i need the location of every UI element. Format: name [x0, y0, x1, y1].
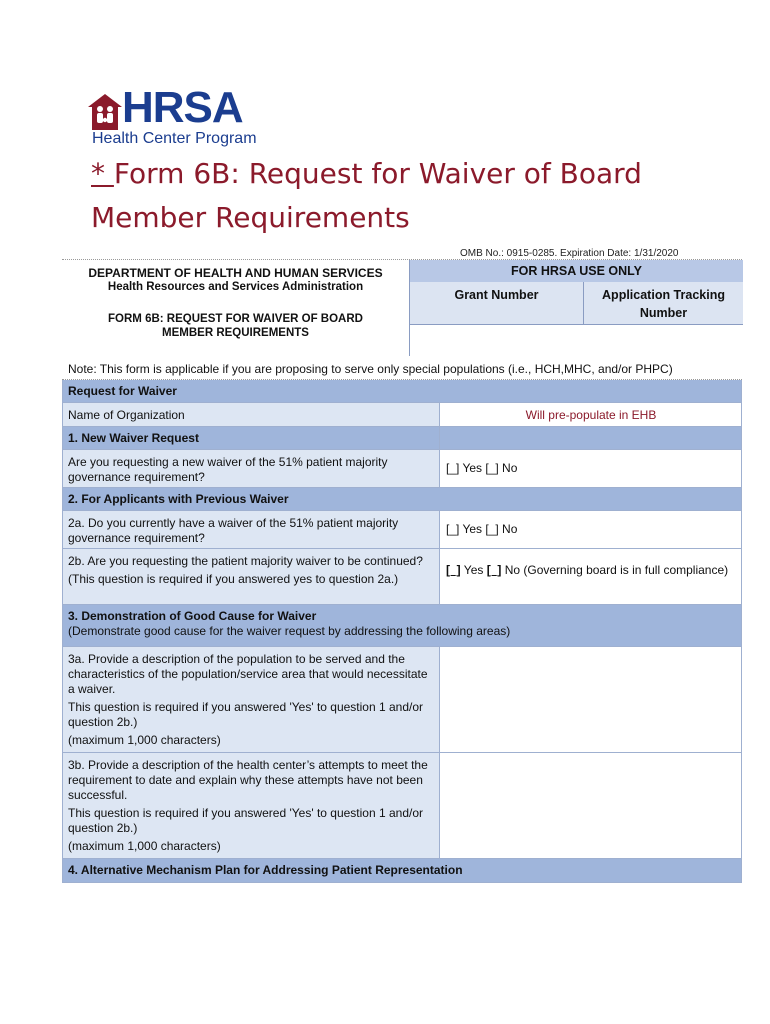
department-name: DEPARTMENT OF HEALTH AND HUMAN SERVICES [88, 266, 383, 280]
hrsa-use-heading: FOR HRSA USE ONLY [410, 260, 743, 282]
tracking-number-label: Application Tracking Number [584, 282, 743, 324]
q1-question: Are you requesting a new waiver of the 51% patient majority governance requirement? [62, 450, 440, 487]
tracking-number-field[interactable] [584, 324, 743, 358]
q2a-question: 2a. Do you currently have a waiver of the 51% patient majority governance requirement? [62, 511, 440, 548]
section-3-heading: 3. Demonstration of Good Cause for Waiver [68, 609, 317, 623]
logo-subtitle: Health Center Program [92, 130, 257, 147]
section-3-subheading: (Demonstrate good cause for the waiver request by addressing the following areas) [68, 624, 511, 638]
hrsa-logo [88, 83, 278, 152]
q3b-cell [62, 753, 440, 858]
hrsa-use-block [409, 260, 743, 357]
grant-number-label: Grant Number [410, 282, 584, 324]
logo-wordmark: HRSA [122, 83, 243, 132]
agency-name: Health Resources and Services Administration [107, 281, 364, 293]
q2b-no-label: No (Governing board is in full compliance) [501, 563, 729, 577]
q2a-row [62, 511, 742, 549]
grant-number-field[interactable] [410, 324, 585, 358]
omb-number: OMB No.: 0915-0285. Expiration Date: 1/31/2020 [460, 248, 679, 259]
q3a-note: This question is required if you answered 'Yes' to question 1 and/or question 2b.) [68, 700, 424, 729]
title-text: Form 6B: Request for Waiver of Board Member Requirements [91, 157, 642, 234]
title-blank: * [91, 157, 114, 190]
q3a-answer-field[interactable] [440, 647, 742, 752]
q1-row [62, 450, 742, 488]
q2b-row [62, 549, 742, 605]
q3b-row [62, 753, 742, 859]
q3a-question: 3a. Provide a description of the population to be served and the characteristics of the population/service area that would necessitate a waiver. [68, 652, 428, 696]
q3b-note: This question is required if you answered 'Yes' to question 1 and/or question 2b.) [68, 806, 424, 835]
q3a-max: (maximum 1,000 characters) [68, 733, 221, 747]
health-center-house-icon [88, 94, 122, 130]
page-title [91, 152, 711, 240]
department-block [62, 260, 409, 357]
q2b-cell [62, 549, 440, 604]
section-2-heading: 2. For Applicants with Previous Waiver [62, 488, 742, 511]
section-3-row [62, 605, 742, 647]
waiver-form-table [62, 356, 742, 883]
q1-answer[interactable]: [_] Yes [_] No [440, 450, 742, 487]
section-1-heading: 1. New Waiver Request [62, 427, 440, 449]
q3b-max: (maximum 1,000 characters) [68, 839, 221, 853]
section-1-row [62, 427, 742, 450]
form-name: FORM 6B: REQUEST FOR WAIVER OF BOARD MEMBER REQUIREMENTS [108, 313, 363, 339]
q2b-question: 2b. Are you requesting the patient majority waiver to be continued? [68, 554, 423, 568]
section-4-heading: 4. Alternative Mechanism Plan for Addressing Patient Representation [62, 859, 742, 883]
section-request-for-waiver: Request for Waiver [62, 380, 742, 403]
organization-row [62, 403, 742, 427]
organization-value: Will pre-populate in EHB [440, 403, 742, 426]
q3a-row [62, 647, 742, 753]
q2b-note: (This question is required if you answered yes to question 2a.) [68, 572, 399, 586]
q3b-answer-field[interactable] [440, 753, 742, 858]
q3b-question: 3b. Provide a description of the health center’s attempts to meet the requirement to date and explain why these attempts have not been successful. [68, 758, 428, 802]
q2b-no-checkbox[interactable]: [_] [486, 563, 502, 577]
organization-label: Name of Organization [62, 403, 440, 426]
form-note: Note: This form is applicable if you are proposing to serve only special populations (i.e., HCH,MHC, and/or PHPC) [62, 356, 742, 380]
q2b-answer[interactable] [440, 549, 742, 604]
q2b-yes-label: Yes [460, 563, 487, 577]
q3a-cell [62, 647, 440, 752]
q2a-answer[interactable]: [_] Yes [_] No [440, 511, 742, 548]
form-header [62, 259, 742, 358]
q2b-yes-checkbox[interactable]: [_] [446, 563, 461, 577]
